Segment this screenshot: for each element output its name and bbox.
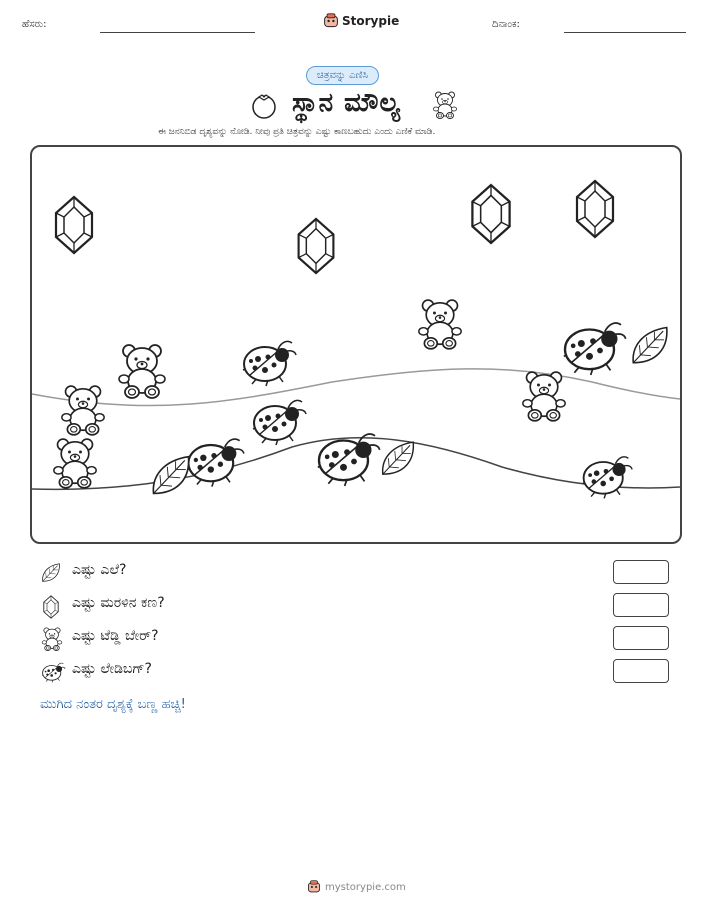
question-text: ಎಷ್ಟು ಎಲೆ? — [72, 562, 127, 578]
date-label: ದಿನಾಂಕ: — [492, 19, 520, 30]
storypie-logo-icon — [307, 880, 321, 894]
question-row — [40, 593, 670, 626]
brand-name: Storypie — [342, 14, 400, 28]
storypie-logo-icon — [323, 13, 339, 29]
finish-instruction: ಮುಗಿದ ನಂತರ ದೃಶ್ಯಕ್ಕೆ ಬಣ್ಣ ಹಚ್ಚಿ! — [40, 697, 186, 712]
question-row — [40, 659, 670, 692]
ladybug — [253, 400, 306, 445]
page-title: ಸ್ಥಾನ ಮೌಲ್ಯ — [292, 88, 401, 118]
name-line[interactable] — [100, 32, 255, 33]
answer-box[interactable] — [613, 593, 669, 617]
ladybug — [583, 457, 632, 499]
footer-url[interactable]: mystorypie.com — [325, 881, 406, 893]
ladybug — [187, 439, 244, 487]
teddy-bear — [523, 372, 565, 421]
crystal-icon — [42, 595, 60, 619]
crystal — [472, 185, 509, 243]
crystal — [577, 181, 613, 237]
footer — [307, 880, 406, 894]
ladybug — [243, 341, 296, 386]
leaf — [633, 328, 667, 363]
leaf — [383, 442, 414, 474]
counting-scene — [30, 145, 682, 544]
answer-box[interactable] — [613, 659, 669, 683]
date-line[interactable] — [564, 32, 686, 33]
leaf — [153, 457, 188, 494]
question-text: ಎಷ್ಟು ಟೆಡ್ಡಿ ಬೇರ್? — [72, 628, 159, 644]
ladybug — [564, 323, 626, 375]
category-pill: ಚಿತ್ರವನ್ನು ಎಣಿಸಿ — [306, 66, 379, 85]
teddy-bear-icon — [41, 627, 63, 651]
crystal — [56, 197, 92, 253]
teddy-bear — [419, 300, 461, 349]
answer-box[interactable] — [613, 626, 669, 650]
crystal — [299, 219, 334, 273]
teddy-bear — [54, 439, 96, 488]
brand-logo — [323, 13, 399, 29]
scene-illustration — [32, 147, 680, 542]
question-row — [40, 626, 670, 659]
name-label: ಹೆಸರು: — [22, 19, 47, 30]
teddy-bear — [62, 386, 104, 435]
teddy-bear — [119, 345, 165, 398]
leaf-icon — [40, 562, 62, 584]
fruit-icon — [249, 90, 279, 120]
teddy-bear-icon — [432, 91, 458, 119]
question-text: ಎಷ್ಟು ಮರಳಿನ ಕಣ? — [72, 595, 165, 611]
answer-box[interactable] — [613, 560, 669, 584]
question-row — [40, 560, 670, 593]
questions-list — [40, 560, 670, 692]
question-text: ಎಷ್ಟು ಲೇಡಿಬಗ್? — [72, 661, 152, 677]
ladybug-icon — [40, 661, 66, 683]
ladybug — [318, 434, 380, 486]
instructions: ಈ ಜನನಿಬಿಡ ದೃಶ್ಯವನ್ನು ನೋಡಿ. ನೀವು ಪ್ರತಿ ಚಿತ್ರವನ್ನು ಎಷ್ಟು ಕಾಣಬಹುದು ಎಂದು ಎಣಿಕೆ ಮಾಡಿ. — [158, 127, 436, 137]
